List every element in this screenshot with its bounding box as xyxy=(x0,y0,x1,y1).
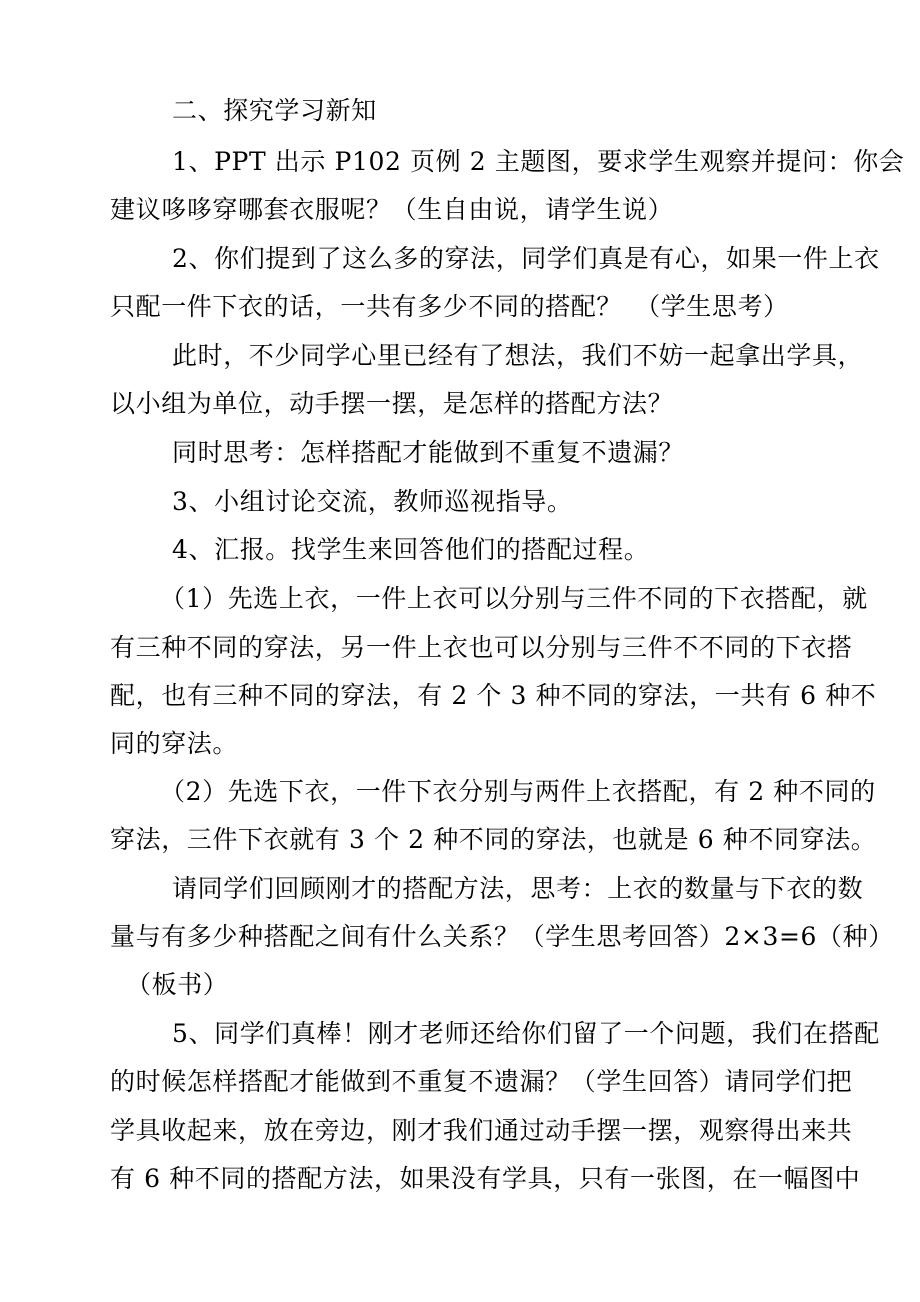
paragraph-10-line-4: 有 6 种不同的搭配方法，如果没有学具，只有一张图，在一幅图中 xyxy=(110,1164,861,1193)
paragraph-9-line-2: 量与有多少种搭配之间有什么关系？（学生思考回答）2×3=6（种） xyxy=(110,922,894,951)
paragraph-10-line-3: 学具收起来，放在旁边，刚才我们通过动手摆一摆，观察得出来共 xyxy=(110,1116,853,1145)
section-heading: 二、探究学习新知 xyxy=(172,96,377,125)
paragraph-7-line-1: （1）先选上衣，一件上衣可以分别与三件不同的下衣搭配，就 xyxy=(160,584,868,613)
paragraph-8-line-1: （2）先选下衣，一件下衣分别与两件上衣搭配，有 2 种不同的 xyxy=(160,777,876,806)
paragraph-10-line-2: 的时候怎样搭配才能做到不重复不遗漏？（学生回答）请同学们把 xyxy=(110,1067,853,1096)
paragraph-6-line-1: 4、汇报。找学生来回答他们的搭配过程。 xyxy=(172,535,650,564)
paragraph-3-line-2: 以小组为单位，动手摆一摆，是怎样的搭配方法？ xyxy=(110,389,674,418)
paragraph-1-line-1: 1、PPT 出示 P102 页例 2 主题图，要求学生观察并提问：你会 xyxy=(172,147,905,176)
paragraph-5-line-1: 3、小组讨论交流，教师巡视指导。 xyxy=(172,487,573,516)
paragraph-9-line-3: （板书） xyxy=(126,970,229,999)
paragraph-1-line-2: 建议哆哆穿哪套衣服呢？（生自由说，请学生说） xyxy=(110,195,674,224)
paragraph-7-line-4: 同的穿法。 xyxy=(110,729,239,758)
paragraph-7-line-3: 配，也有三种不同的穿法，有 2 个 3 种不同的穿法，一共有 6 种不 xyxy=(110,681,877,710)
paragraph-4-line-1: 同时思考：怎样搭配才能做到不重复不遗漏？ xyxy=(172,438,685,467)
paragraph-2-line-2: 只配一件下衣的话，一共有多少不同的搭配？ （学生思考） xyxy=(110,292,789,321)
paragraph-10-line-1: 5、同学们真棒！刚才老师还给你们留了一个问题，我们在搭配 xyxy=(172,1019,880,1048)
paragraph-3-line-1: 此时，不少同学心里已经有了想法，我们不妨一起拿出学具， xyxy=(172,341,864,370)
paragraph-8-line-2: 穿法，三件下衣就有 3 个 2 种不同的穿法，也就是 6 种不同穿法。 xyxy=(110,825,877,854)
paragraph-9-line-1: 请同学们回顾刚才的搭配方法，思考：上衣的数量与下衣的数 xyxy=(172,874,864,903)
paragraph-7-line-2: 有三种不同的穿法，另一件上衣也可以分别与三件不不同的下衣搭 xyxy=(110,633,853,662)
paragraph-2-line-1: 2、你们提到了这么多的穿法，同学们真是有心，如果一件上衣 xyxy=(172,244,880,273)
